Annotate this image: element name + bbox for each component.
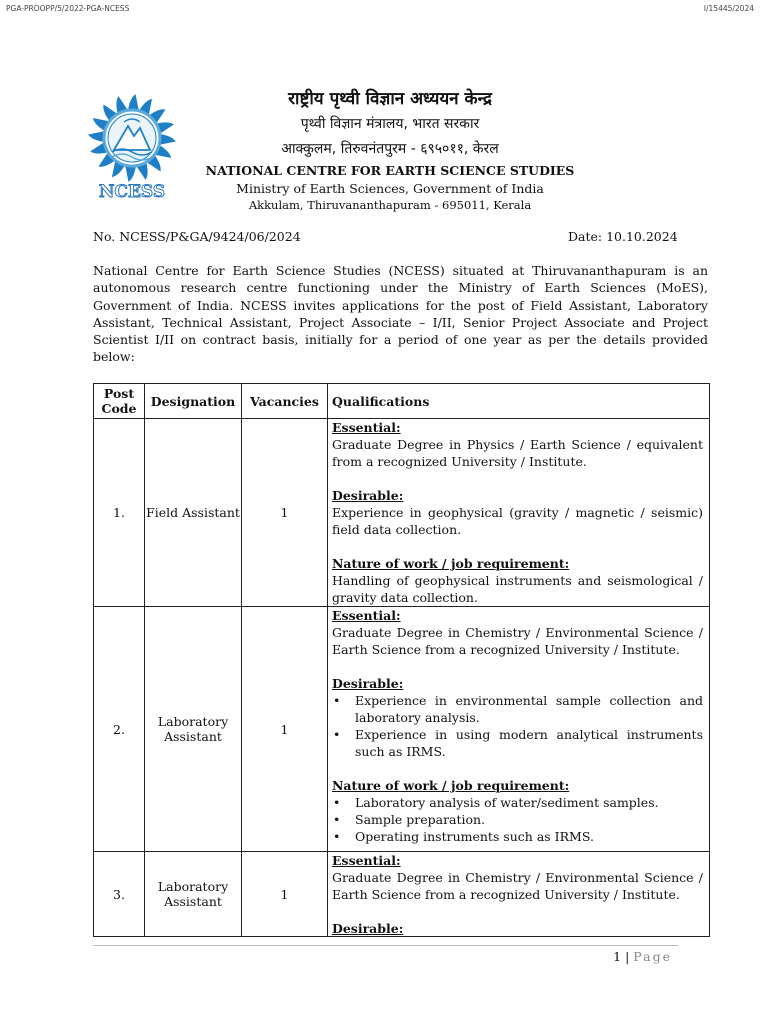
reference-date: Date: 10.10.2024: [568, 229, 678, 244]
table-row: [94, 419, 710, 607]
post-code: 2.: [94, 607, 145, 852]
list-item: • Experience in using modern analytical instruments such as IRMS.: [332, 726, 703, 760]
sun-ray-icon: [125, 166, 135, 182]
footer-divider: [93, 945, 678, 946]
nature-text: Handling of geophysical instruments and seismological / gravity data collection.: [332, 573, 703, 605]
designation: Laboratory Assistant: [145, 852, 242, 937]
list-item: • Laboratory analysis of water/sediment samples.: [332, 794, 703, 811]
logo-wordmark: NCESS: [98, 182, 166, 202]
sun-ray-icon: [160, 134, 176, 144]
hindi-ministry-name: पृथ्वी विज्ञान मंत्रालय, भारत सरकार: [300, 116, 480, 132]
desirable-list: [332, 692, 703, 760]
header-qualifications: Qualifications: [328, 384, 710, 419]
essential-label: Essential:: [332, 608, 401, 623]
essential-label: Essential:: [332, 420, 401, 435]
header-post-code: Post Code: [94, 384, 145, 419]
designation: Field Assistant: [145, 419, 242, 607]
intro-paragraph: National Centre for Earth Science Studies (NCESS) situated at Thiruvananthapuram is an autonomous research centre functioning under the Ministry of Earth Sciences (MoES), Government of India. NCESS invites applications for the post of Field Assistant, Laboratory Assistant, Technical Assistant, Project Associate – I/II, Senior Project Associate and Project Scientist I/II on contract basis, initially for a period of one year as per the details provided below:: [93, 263, 708, 365]
ncess-logo: [84, 92, 180, 204]
hindi-institute-name: राष्ट्रीय पृथ्वी विज्ञान अध्ययन केन्द्र: [288, 89, 492, 109]
qualifications: [328, 607, 710, 852]
nature-label: Nature of work / job requirement:: [332, 556, 570, 571]
institute-name: NATIONAL CENTRE FOR EARTH SCIENCE STUDIES: [205, 163, 575, 178]
essential-text: Graduate Degree in Physics / Earth Science / equivalent from a recognized University / Institute.: [332, 437, 703, 469]
table-row: [94, 852, 710, 937]
essential-text: Graduate Degree in Chemistry / Environmental Science / Earth Science from a recognized University / Institute.: [332, 870, 703, 902]
list-item: • Experience in environmental sample collection and laboratory analysis.: [332, 692, 703, 726]
ministry-name: Ministry of Earth Sciences, Government of India: [236, 181, 544, 196]
institute-address: Akkulam, Thiruvananthapuram - 695011, Kerala: [248, 198, 532, 212]
list-item: • Operating instruments such as IRMS.: [332, 828, 703, 845]
sun-ray-icon: [88, 131, 104, 141]
qualifications: [328, 852, 710, 937]
vacancies: 1: [242, 419, 328, 607]
desirable-label: Desirable:: [332, 676, 404, 691]
desirable-text: Experience in geophysical (gravity / magnetic / seismic) field data collection.: [332, 505, 703, 537]
desirable-label: Desirable:: [332, 488, 404, 503]
document-tracking-bar: [6, 4, 754, 14]
post-code: 3.: [94, 852, 145, 937]
page-label: Page: [633, 949, 672, 964]
header-vacancies: Vacancies: [242, 384, 328, 419]
table-row: [94, 607, 710, 852]
reference-number: No. NCESS/P&GA/9424/06/2024: [93, 229, 301, 244]
nature-label: Nature of work / job requirement:: [332, 778, 570, 793]
post-code: 1.: [94, 419, 145, 607]
list-item: • Sample preparation.: [332, 811, 703, 828]
essential-label: Essential:: [332, 853, 401, 868]
hindi-address: आक्कुलम, तिरुवनंतपुरम - ६९५०११, केरल: [281, 141, 499, 157]
designation: Laboratory Assistant: [145, 607, 242, 852]
vacancies: 1: [242, 852, 328, 937]
essential-text: Graduate Degree in Chemistry / Environmental Science / Earth Science from a recognized University / Institute.: [332, 625, 703, 657]
inward-number: I/15445/2024: [703, 4, 754, 13]
vacancies: 1: [242, 607, 328, 852]
header-designation: Designation: [145, 384, 242, 419]
file-reference: PGA-PROOPP/5/2022-PGA-NCESS: [6, 4, 130, 13]
nature-list: [332, 794, 703, 845]
page-footer: [0, 949, 672, 964]
table-header-row: [94, 384, 710, 419]
page-number: 1: [613, 949, 622, 964]
page-separator: |: [625, 949, 630, 964]
sun-emblem-icon: [84, 92, 180, 204]
desirable-label: Desirable:: [332, 921, 404, 936]
vacancy-table: [93, 383, 710, 937]
sun-ray-icon: [128, 94, 138, 110]
qualifications: [328, 419, 710, 607]
